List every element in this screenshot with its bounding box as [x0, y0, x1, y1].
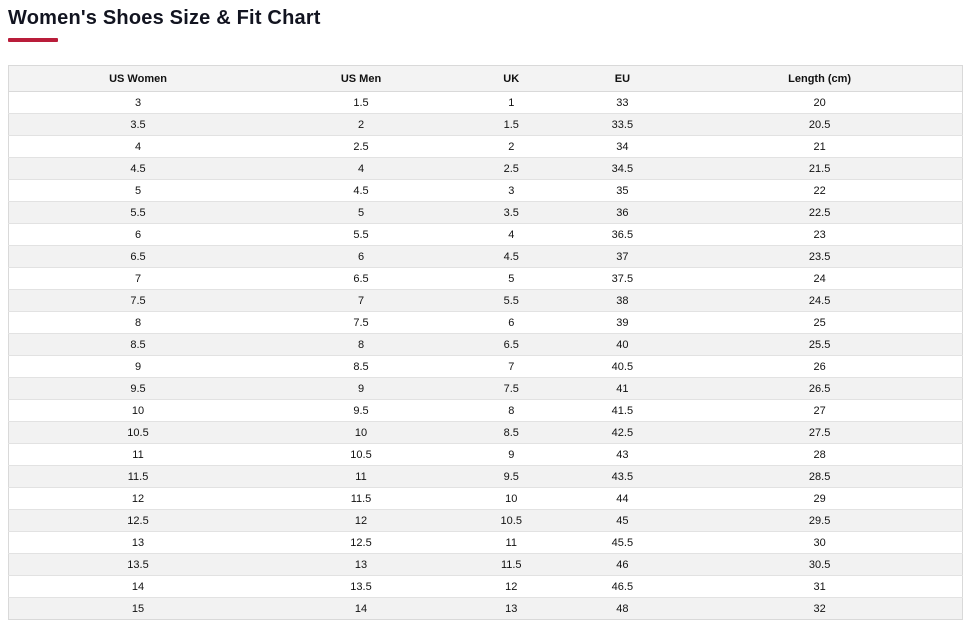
size-cell: 5.5	[455, 290, 568, 312]
table-row	[9, 554, 963, 576]
size-cell: 2.5	[267, 136, 455, 158]
size-cell: 7.5	[267, 312, 455, 334]
size-cell: 10.5	[9, 422, 268, 444]
size-cell: 2	[267, 114, 455, 136]
size-cell: 8.5	[267, 356, 455, 378]
size-cell: 35	[568, 180, 678, 202]
size-cell: 6.5	[267, 268, 455, 290]
size-cell: 7	[455, 356, 568, 378]
table-body	[9, 92, 963, 620]
table-row	[9, 224, 963, 246]
size-cell: 37.5	[568, 268, 678, 290]
table-row	[9, 378, 963, 400]
size-cell: 45.5	[568, 532, 678, 554]
size-cell: 25.5	[677, 334, 962, 356]
table-row	[9, 510, 963, 532]
size-cell: 20.5	[677, 114, 962, 136]
table-row	[9, 180, 963, 202]
size-cell: 30	[677, 532, 962, 554]
column-header-length: Length (cm)	[677, 66, 962, 92]
size-cell: 12.5	[9, 510, 268, 532]
table-row	[9, 400, 963, 422]
size-cell: 13.5	[9, 554, 268, 576]
size-cell: 5.5	[9, 202, 268, 224]
size-cell: 11	[9, 444, 268, 466]
size-cell: 30.5	[677, 554, 962, 576]
size-cell: 13	[267, 554, 455, 576]
size-cell: 7.5	[455, 378, 568, 400]
size-cell: 4.5	[9, 158, 268, 180]
table-row	[9, 444, 963, 466]
size-cell: 11.5	[9, 466, 268, 488]
size-cell: 5	[455, 268, 568, 290]
size-cell: 15	[9, 598, 268, 620]
size-cell: 36	[568, 202, 678, 224]
size-cell: 22	[677, 180, 962, 202]
table-row	[9, 356, 963, 378]
size-cell: 13	[9, 532, 268, 554]
size-cell: 9	[9, 356, 268, 378]
size-cell: 27.5	[677, 422, 962, 444]
size-chart-container	[8, 65, 963, 620]
size-cell: 41	[568, 378, 678, 400]
size-cell: 37	[568, 246, 678, 268]
column-header-eu: EU	[568, 66, 678, 92]
table-row	[9, 202, 963, 224]
size-cell: 9.5	[267, 400, 455, 422]
size-cell: 46	[568, 554, 678, 576]
table-header-row	[9, 66, 963, 92]
size-cell: 32	[677, 598, 962, 620]
size-cell: 36.5	[568, 224, 678, 246]
table-row	[9, 136, 963, 158]
size-cell: 9	[267, 378, 455, 400]
size-cell: 11.5	[455, 554, 568, 576]
size-cell: 26.5	[677, 378, 962, 400]
size-cell: 2.5	[455, 158, 568, 180]
table-row	[9, 334, 963, 356]
table-row	[9, 312, 963, 334]
size-cell: 6	[267, 246, 455, 268]
size-cell: 5.5	[267, 224, 455, 246]
size-cell: 13.5	[267, 576, 455, 598]
size-cell: 1	[455, 92, 568, 114]
table-row	[9, 114, 963, 136]
size-cell: 20	[677, 92, 962, 114]
size-cell: 38	[568, 290, 678, 312]
title-underline	[8, 38, 58, 42]
size-cell: 7.5	[9, 290, 268, 312]
table-row	[9, 466, 963, 488]
size-cell: 29	[677, 488, 962, 510]
column-header-uk: UK	[455, 66, 568, 92]
page-title: Women's Shoes Size & Fit Chart	[8, 7, 321, 29]
size-cell: 9.5	[455, 466, 568, 488]
size-cell: 14	[9, 576, 268, 598]
size-cell: 29.5	[677, 510, 962, 532]
size-cell: 10.5	[267, 444, 455, 466]
size-cell: 4	[9, 136, 268, 158]
size-cell: 22.5	[677, 202, 962, 224]
size-cell: 44	[568, 488, 678, 510]
size-cell: 12	[267, 510, 455, 532]
size-cell: 8	[267, 334, 455, 356]
size-cell: 28.5	[677, 466, 962, 488]
size-cell: 1.5	[267, 92, 455, 114]
size-cell: 4.5	[267, 180, 455, 202]
size-cell: 3.5	[455, 202, 568, 224]
size-cell: 48	[568, 598, 678, 620]
size-cell: 45	[568, 510, 678, 532]
size-cell: 8	[9, 312, 268, 334]
size-cell: 7	[267, 290, 455, 312]
size-cell: 5	[267, 202, 455, 224]
size-cell: 33.5	[568, 114, 678, 136]
size-cell: 7	[9, 268, 268, 290]
size-cell: 28	[677, 444, 962, 466]
size-cell: 10	[9, 400, 268, 422]
size-cell: 14	[267, 598, 455, 620]
size-cell: 41.5	[568, 400, 678, 422]
size-cell: 21	[677, 136, 962, 158]
size-cell: 26	[677, 356, 962, 378]
size-cell: 3	[9, 92, 268, 114]
size-cell: 43	[568, 444, 678, 466]
size-cell: 21.5	[677, 158, 962, 180]
size-cell: 4	[455, 224, 568, 246]
size-cell: 42.5	[568, 422, 678, 444]
table-row	[9, 290, 963, 312]
size-cell: 24	[677, 268, 962, 290]
size-cell: 12	[9, 488, 268, 510]
size-cell: 1.5	[455, 114, 568, 136]
size-cell: 6	[455, 312, 568, 334]
size-cell: 12	[455, 576, 568, 598]
column-header-us-men: US Men	[267, 66, 455, 92]
size-cell: 43.5	[568, 466, 678, 488]
table-row	[9, 268, 963, 290]
size-cell: 2	[455, 136, 568, 158]
title-block	[0, 0, 971, 42]
size-cell: 8.5	[455, 422, 568, 444]
size-cell: 6	[9, 224, 268, 246]
size-cell: 4.5	[455, 246, 568, 268]
size-cell: 34.5	[568, 158, 678, 180]
table-row	[9, 532, 963, 554]
size-cell: 27	[677, 400, 962, 422]
size-cell: 11	[455, 532, 568, 554]
size-cell: 8.5	[9, 334, 268, 356]
size-cell: 6.5	[455, 334, 568, 356]
table-row	[9, 158, 963, 180]
size-cell: 13	[455, 598, 568, 620]
size-cell: 10	[455, 488, 568, 510]
size-cell: 46.5	[568, 576, 678, 598]
size-cell: 40.5	[568, 356, 678, 378]
size-cell: 23.5	[677, 246, 962, 268]
table-row	[9, 488, 963, 510]
size-cell: 9.5	[9, 378, 268, 400]
size-cell: 40	[568, 334, 678, 356]
size-cell: 5	[9, 180, 268, 202]
size-cell: 31	[677, 576, 962, 598]
size-cell: 23	[677, 224, 962, 246]
size-cell: 3.5	[9, 114, 268, 136]
size-cell: 34	[568, 136, 678, 158]
table-row	[9, 92, 963, 114]
size-cell: 3	[455, 180, 568, 202]
table-row	[9, 422, 963, 444]
size-cell: 33	[568, 92, 678, 114]
size-cell: 11.5	[267, 488, 455, 510]
column-header-us-women: US Women	[9, 66, 268, 92]
size-cell: 25	[677, 312, 962, 334]
size-cell: 9	[455, 444, 568, 466]
size-cell: 12.5	[267, 532, 455, 554]
size-cell: 24.5	[677, 290, 962, 312]
size-cell: 10.5	[455, 510, 568, 532]
size-cell: 39	[568, 312, 678, 334]
size-cell: 10	[267, 422, 455, 444]
size-cell: 6.5	[9, 246, 268, 268]
size-cell: 11	[267, 466, 455, 488]
size-cell: 8	[455, 400, 568, 422]
size-cell: 4	[267, 158, 455, 180]
table-row	[9, 598, 963, 620]
table-row	[9, 246, 963, 268]
table-row	[9, 576, 963, 598]
size-chart-table	[8, 65, 963, 620]
